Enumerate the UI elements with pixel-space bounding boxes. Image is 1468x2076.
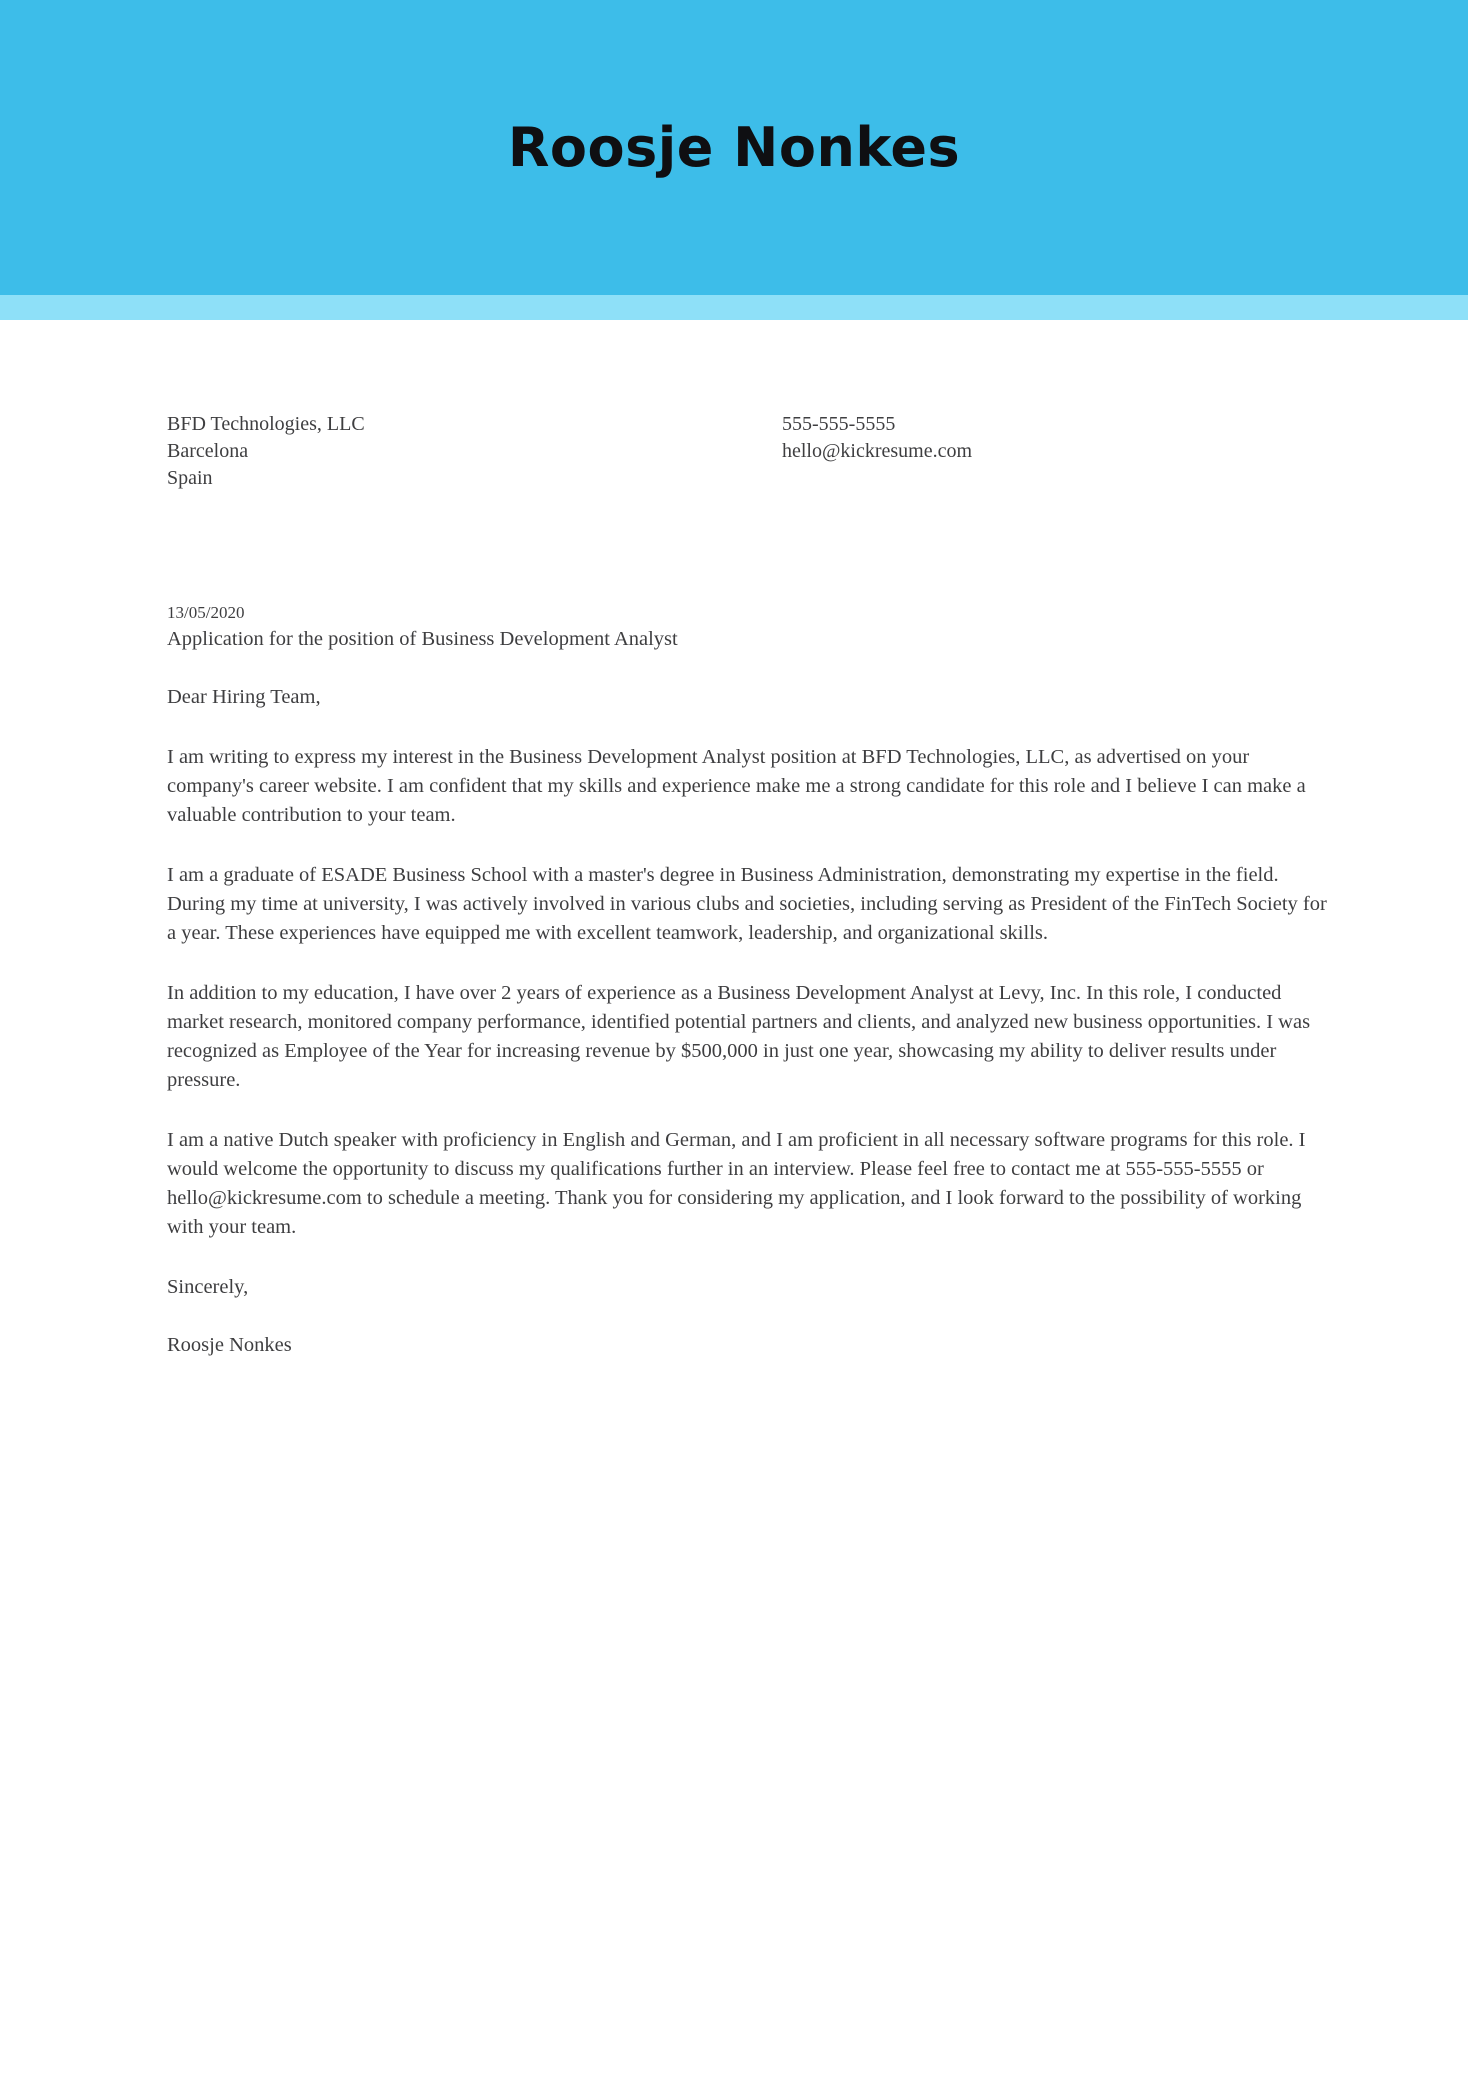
header-banner [0, 0, 1468, 295]
letter-greeting: Dear Hiring Team, [167, 686, 321, 708]
recipient-country: Spain [167, 467, 213, 489]
applicant-name-heading: Roosje Nonkes [507, 116, 961, 179]
sender-contact-block [782, 411, 1337, 492]
address-row [167, 411, 1337, 492]
letter-date: 13/05/2020 [167, 603, 245, 622]
recipient-company: BFD Technologies, LLC [167, 413, 365, 435]
letter-paragraph: I am a native Dutch speaker with proficiency in English and German, and I am proficient in all necessary software programs for this role. I would welcome the opportunity to discuss my qualifications further in an interview. Please feel free to contact me at 555-555-5555 or hello@kickresume.com to schedule a meeting. Thank you for considering my application, and I look forward to the possibility of working with your team. [167, 1129, 1306, 1238]
letter-paragraph: I am writing to express my interest in the Business Development Analyst position at BFD Technologies, LLC, as advertised on your company's career website. I am confident that my skills and experience make me a strong candidate for this role and I believe I can make a valuable contribution to your team. [167, 746, 1306, 826]
letter-subject: Application for the position of Business Development Analyst [167, 628, 678, 650]
letter-paragraph: In addition to my education, I have over 2 years of experience as a Business Development Analyst at Levy, Inc. In this role, I conducted market research, monitored company performance, identified potential partners and clients, and analyzed new business opportunities. I was recognized as Employee of the Year for increasing revenue by $500,000 in just one year, showcasing my ability to deliver results under pressure. [167, 982, 1311, 1091]
letter-paragraph: I am a graduate of ESADE Business School with a master's degree in Business Administration, demonstrating my expertise in the field. During my time at university, I was actively involved in various clubs and societies, including serving as President of the FinTech Society for a year. These experiences have equipped me with excellent teamwork, leadership, and organizational skills. [167, 864, 1327, 944]
header-accent-strip [0, 295, 1468, 320]
recipient-address-block [167, 411, 782, 492]
letter-closing: Sincerely, [167, 1276, 249, 1298]
letter-signature: Roosje Nonkes [167, 1334, 292, 1356]
letter-body [0, 320, 1468, 1360]
recipient-city: Barcelona [167, 440, 249, 462]
sender-email: hello@kickresume.com [782, 440, 973, 462]
sender-phone: 555-555-5555 [782, 413, 896, 435]
